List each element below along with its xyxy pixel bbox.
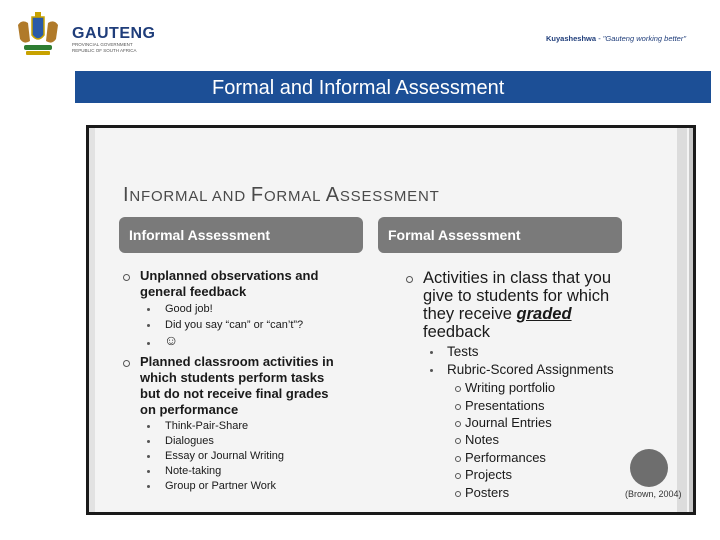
gray-circle-decoration [630, 449, 668, 487]
slide-left-edge [89, 128, 95, 512]
bullet-small-ring-icon [455, 386, 461, 392]
formal-subsub-1: Writing portfolio [465, 380, 556, 395]
informal-item-1-line-2: general feedback [140, 284, 247, 299]
smiley-icon: ☺ [164, 332, 179, 348]
logo-subtitle-2: REPUBLIC OF SOUTH AFRICA [72, 48, 137, 53]
heading-cap-3: A [325, 184, 340, 206]
bullet-dot-icon [147, 324, 150, 327]
bullet-dot-icon [147, 470, 150, 473]
citation: (Brown, 2004) [625, 489, 682, 499]
formal-assessment-header: Formal Assessment [378, 217, 622, 253]
informal-item-2-line-4: on performance [140, 402, 239, 417]
formal-line-2: give to students for which [423, 287, 610, 305]
bullet-dot-icon [147, 455, 150, 458]
informal-item-2-line-2: which students perform tasks [140, 370, 325, 385]
formal-sub-2: Rubric-Scored Assignments [447, 362, 614, 377]
formal-line-4: feedback [423, 323, 490, 341]
informal-sub2-5: Group or Partner Work [165, 480, 277, 492]
embedded-slide-image [86, 125, 696, 515]
formal-subsub-7: Posters [465, 485, 510, 500]
heading-rest-3: SSESSMENT [339, 188, 440, 205]
tagline [546, 34, 686, 43]
heading-cap-2: F [250, 184, 264, 206]
bullet-dot-icon [147, 485, 150, 488]
informal-sub-1: Good job! [165, 303, 213, 315]
formal-subsub-3: Journal Entries [465, 415, 552, 430]
bullet-ring-icon [123, 360, 130, 367]
informal-item-2-line-1: Planned classroom activities in [140, 354, 334, 369]
tagline-bold: Kuyasheshwa [546, 34, 597, 43]
title-bar [75, 71, 711, 103]
page-title: Formal and Informal Assessment [212, 77, 505, 99]
slide-heading [123, 184, 440, 207]
heading-rest-1: NFORMAL AND [129, 188, 251, 205]
informal-sub-2: Did you say “can” or “can’t”? [165, 319, 304, 331]
bullet-small-ring-icon [455, 438, 461, 444]
logo-subtitle-1: PROVINCIAL GOVERNMENT [72, 42, 133, 47]
bullet-ring-icon [123, 274, 130, 281]
slide-right-edge [677, 128, 687, 512]
heading-rest-2: ORMAL [263, 188, 326, 205]
tagline-rest: - "Gauteng working better" [596, 34, 686, 43]
informal-sub2-4: Note-taking [165, 465, 222, 477]
bullet-small-ring-icon [455, 491, 461, 497]
bullet-small-ring-icon [455, 473, 461, 479]
slide-right-edge-outer [689, 128, 693, 512]
bullet-dot-icon [147, 308, 150, 311]
bullet-small-ring-icon [455, 421, 461, 427]
bullet-dot-icon [430, 369, 433, 372]
bullet-dot-icon [430, 351, 433, 354]
informal-sub2-2: Dialogues [165, 435, 214, 447]
informal-item-1-line-1: Unplanned observations and [140, 268, 319, 283]
logo-name: GAUTENG [72, 25, 156, 42]
formal-subsub-5: Performances [465, 450, 546, 465]
formal-line-1: Activities in class that you [423, 269, 611, 287]
gauteng-logo [72, 26, 156, 54]
informal-sub2-1: Think-Pair-Share [165, 420, 249, 432]
formal-line-3 [423, 305, 572, 323]
bullet-ring-icon [406, 276, 413, 283]
bullet-dot-icon [147, 440, 150, 443]
formal-subsub-4: Notes [465, 432, 499, 447]
informal-item-2-line-3: but do not receive final grades [140, 386, 329, 401]
formal-subsub-2: Presentations [465, 398, 545, 413]
gauteng-coat-of-arms-icon [12, 11, 64, 57]
formal-sub-1: Tests [447, 344, 479, 359]
informal-sub2-3: Essay or Journal Writing [165, 450, 285, 462]
bullet-small-ring-icon [455, 404, 461, 410]
bullet-dot-icon [147, 342, 150, 345]
graded-emphasis: graded [516, 305, 572, 323]
formal-subsub-6: Projects [465, 467, 512, 482]
formal-line-3-text: they receive [423, 305, 517, 323]
heading-cap-1: I [123, 184, 130, 206]
bullet-small-ring-icon [455, 456, 461, 462]
informal-assessment-header: Informal Assessment [119, 217, 363, 253]
bullet-dot-icon [147, 425, 150, 428]
